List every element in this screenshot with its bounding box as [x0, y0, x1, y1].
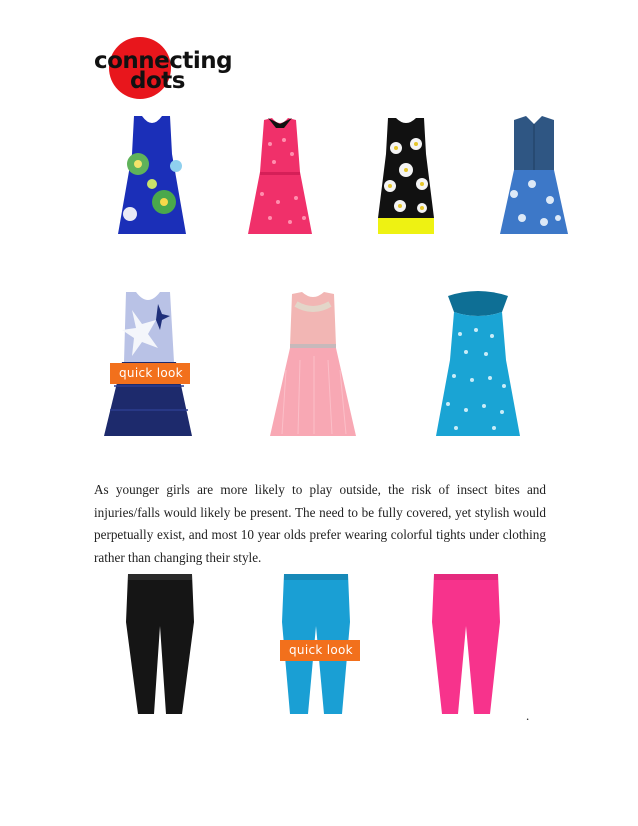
leggings-black-image [120, 572, 200, 718]
dress-black-daisy-image [366, 114, 446, 236]
dress-black-daisy[interactable] [366, 114, 446, 236]
logo-line-2: dots [130, 68, 185, 94]
leggings-pink[interactable] [426, 572, 506, 718]
dress-denim-top-image [494, 114, 574, 236]
dress-turquoise-dot-image [430, 290, 526, 440]
body-paragraph: As younger girls are more likely to play outside, the risk of insect bites and injuries/falls would likely be present. The need to be fully covered, yet stylish would perpetually exist, and most 10 year olds prefer wearing colorful tights under clothing rather than changing their style. [94, 482, 546, 565]
dress-pink-tulle-image [266, 290, 360, 440]
quick-look-badge-dress[interactable]: quick look [110, 363, 190, 384]
dress-pink-tulle[interactable] [266, 290, 360, 440]
connecting-dots-logo [90, 34, 233, 102]
dress-denim-top[interactable] [494, 114, 574, 236]
dress-pink-polka[interactable] [240, 114, 320, 236]
dress-blue-floral-image [112, 114, 192, 236]
quick-look-badge-leggings[interactable]: quick look [280, 640, 360, 661]
leggings-pink-image [426, 572, 506, 718]
trailing-period: . [526, 708, 530, 723]
leggings-black[interactable] [120, 572, 200, 718]
dress-blue-floral[interactable] [112, 114, 192, 236]
dress-pink-polka-image [240, 114, 320, 236]
logo-line-1: connecting [94, 48, 233, 74]
dress-turquoise-dot[interactable] [430, 290, 526, 440]
